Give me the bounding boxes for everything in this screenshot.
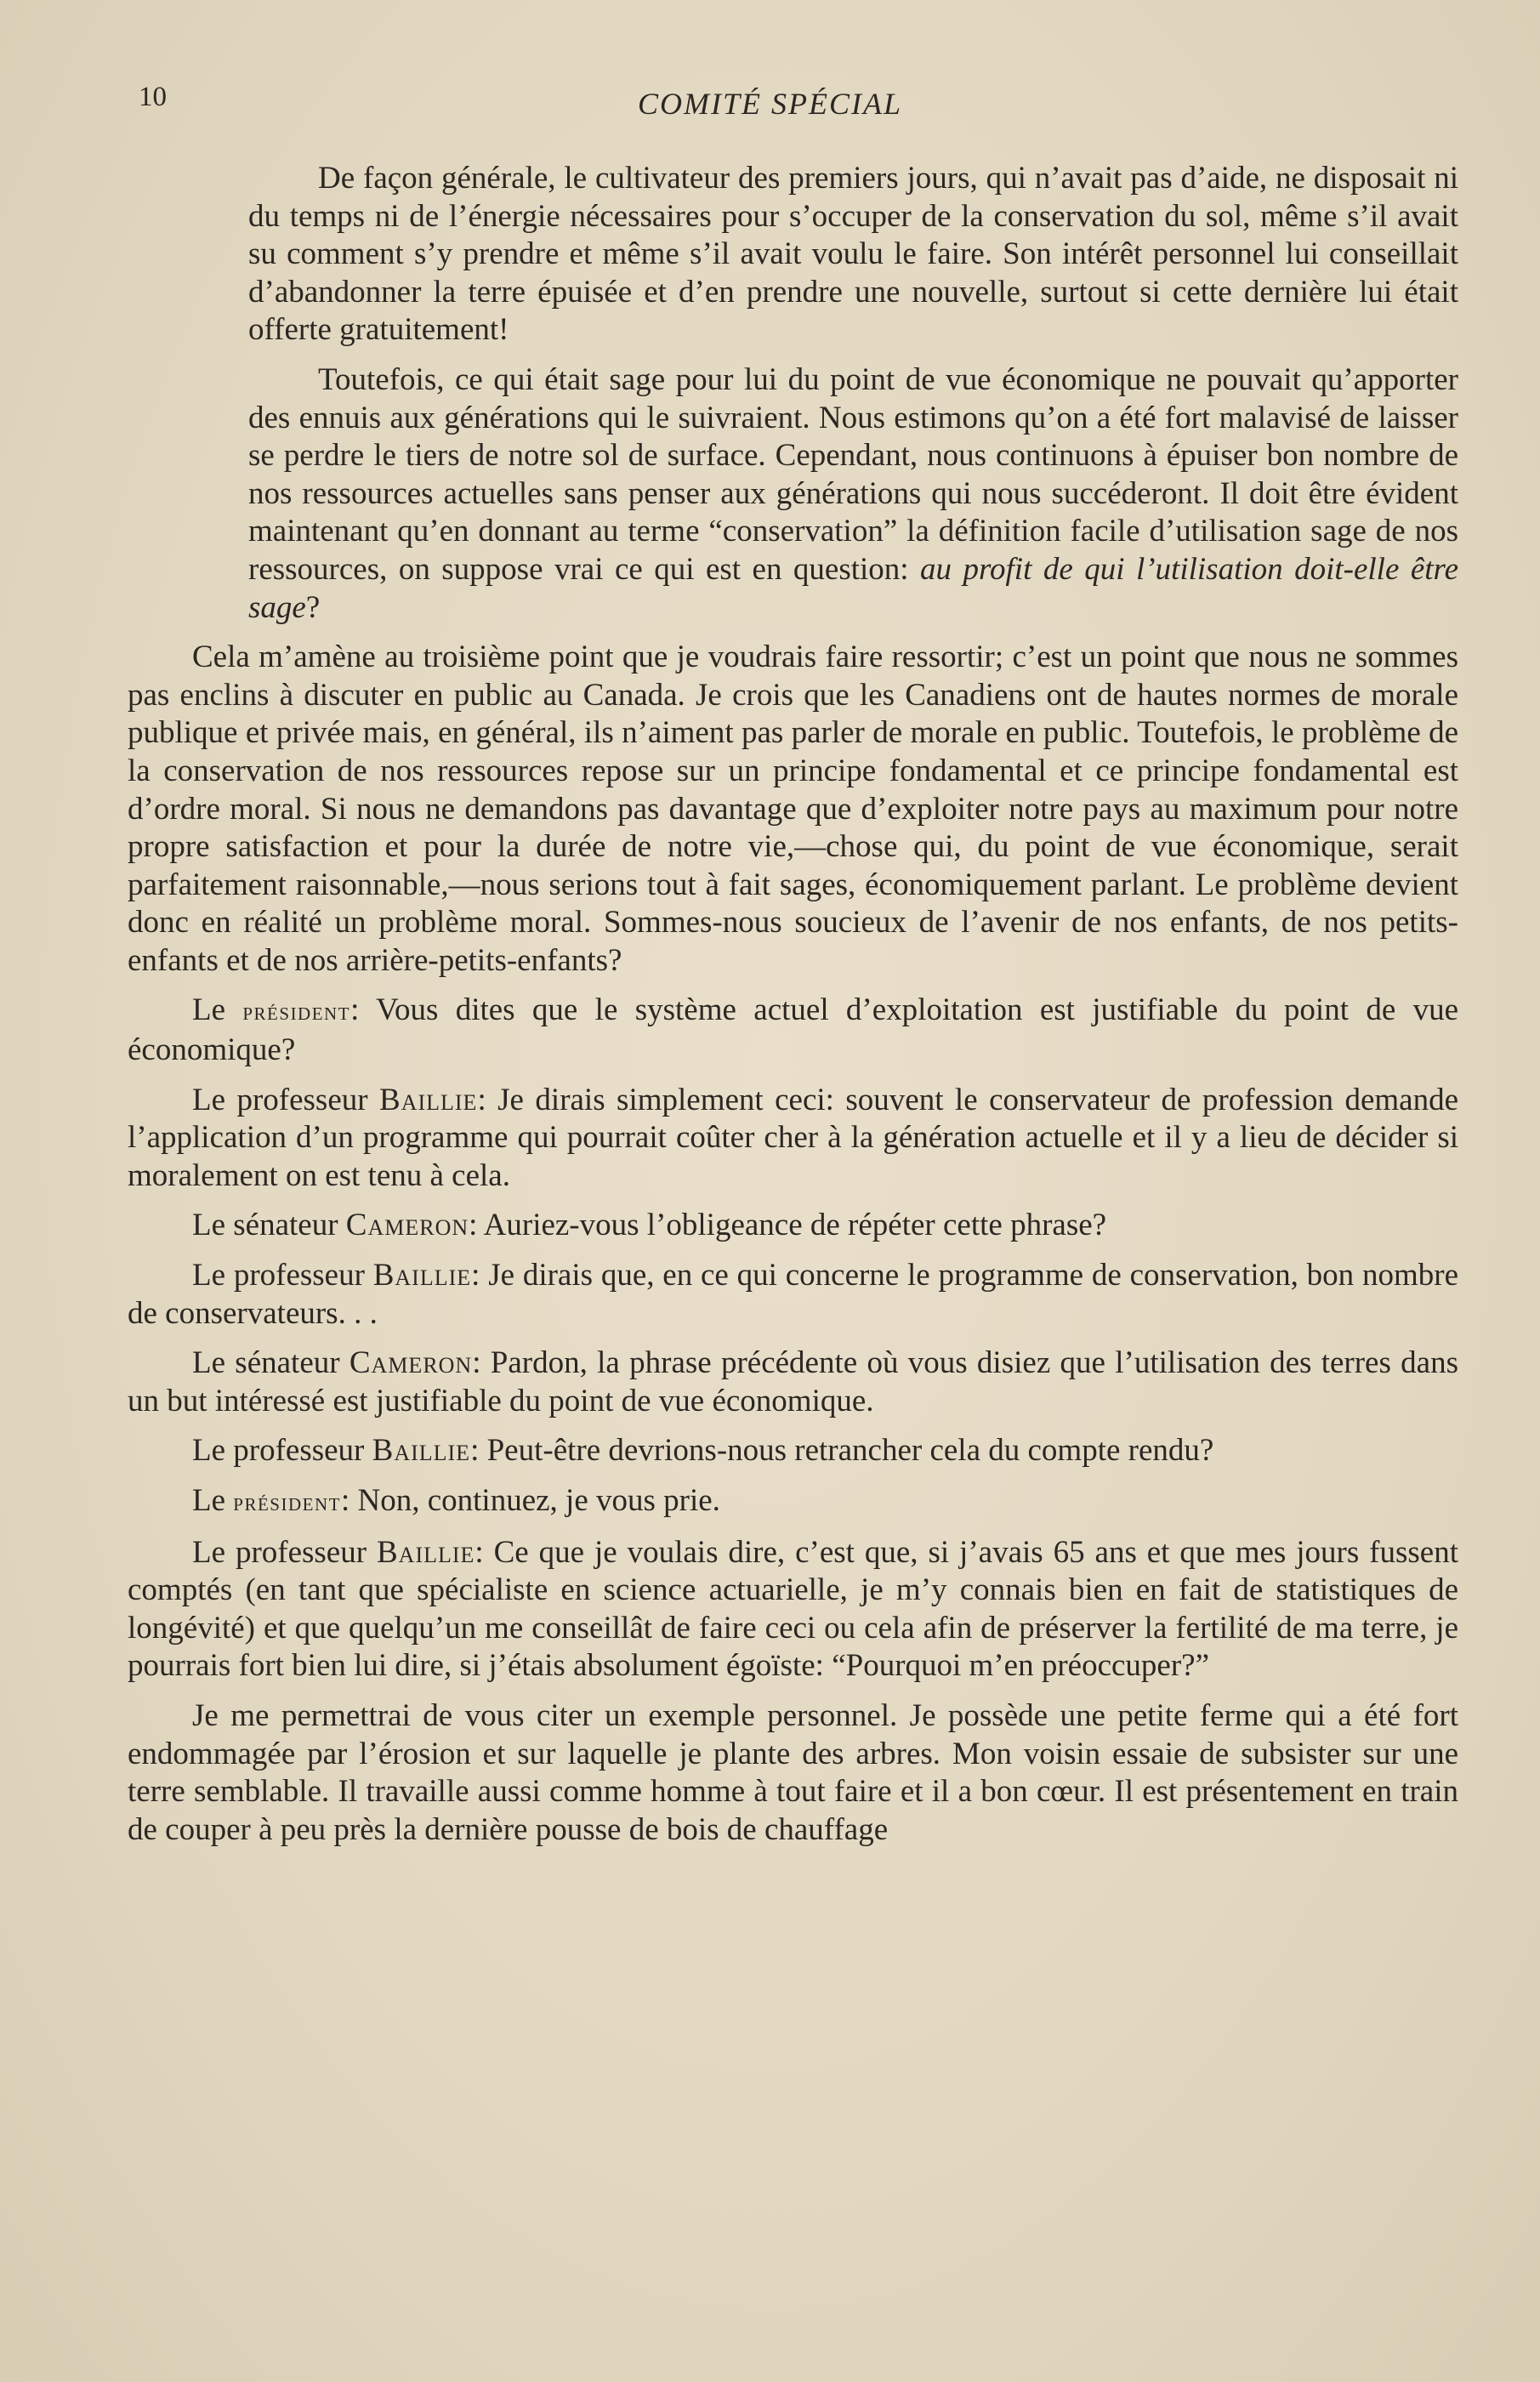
dialogue-entry	[128, 1207, 1458, 1245]
speaker-colon: :	[469, 1208, 478, 1243]
speaker-title: Le professeur	[192, 1433, 372, 1469]
page-number: 10	[139, 82, 167, 112]
dialogue-text: Pardon, la phrase précédente où vous disiez que l’utilisation des terres dans un but intéressé est justifiable du point de vue économique.	[128, 1345, 1458, 1418]
dialogue-text: Ce que je voulais dire, c’est que, si j’avais 65 ans et que mes jours fussent comptés (en tant que spécialiste en science actuarielle, je m’y connais bien en fait de statistiques de longévité) et que quelqu’un me conseillât de faire ceci ou cela afin de préserver la fertilité de ma terre, je pourrais fort bien lui dire, si j’étais absolument égoïste: “Pourquoi m’en préoccuper?”	[128, 1534, 1458, 1684]
quote-paragraph-2-italic: au profit de qui l’utilisation doit-elle être sage	[248, 551, 1458, 625]
speaker-colon: :	[471, 1258, 480, 1293]
dialogue-text: Non, continuez, je vous prie.	[349, 1483, 720, 1518]
speaker-name: président	[233, 1488, 341, 1516]
dialogue-entry	[128, 992, 1458, 1069]
quote-paragraph-1: De façon générale, le cultivateur des premiers jours, qui n’avait pas d’aide, ne disposait ni du temps ni de l’énergie nécessaires pour s’occuper de la conservation du sol, même s’il avait su comment s’y prendre et même s’il avait voulu le faire. Son intérêt personnel lui conseillait d’abandonner la terre épuisée et d’en prendre une nouvelle, surtout si cette dernière lui était offerte gratuitement!	[248, 161, 1458, 348]
running-head: COMITÉ SPÉCIAL	[638, 87, 902, 121]
speaker-title: Le sénateur	[192, 1345, 349, 1381]
quote-paragraph-2-text: Toutefois, ce qui était sage pour lui du point de vue économique ne pouvait qu’apporter des ennuis aux générations qui le suivraient. Nous estimons qu’on a été fort malavisé de laisser se perdre le tiers de notre sol de surface. Cependant, nous continuons à épuiser bon nombre de nos ressources actuelles sans penser aux générations qui nous succéderont. Il doit être évident maintenant qu’en donnant au terme “conservation” la définition facile d’utilisation sage de nos ressources, on suppose vrai ce qui est en question:	[248, 361, 1458, 587]
speaker-colon: :	[472, 1345, 481, 1381]
quote-paragraph-2-end: ?	[305, 589, 321, 625]
speaker-title: Le sénateur	[192, 1208, 346, 1243]
speaker-colon: :	[477, 1082, 486, 1117]
dialogue-text: Vous dites que le système actuel d’exploitation est justifiable du point de vue économique?	[128, 992, 1459, 1068]
dialogue-text: Auriez-vous l’obligeance de répéter cette phrase?	[477, 1208, 1107, 1243]
dialogue-entry	[128, 1482, 1458, 1522]
dialogue-entry	[128, 1344, 1458, 1420]
dialogue-entry	[128, 1534, 1458, 1686]
body-text	[128, 160, 1458, 1861]
dialogue-text: Je dirais simplement ceci: souvent le conservateur de profession demande l’application d’un programme qui pourrait coûter cher à la génération actuelle et il y a lieu de décider si moralement on est tenu à cela.	[128, 1082, 1458, 1193]
dialogue-entry	[128, 1432, 1458, 1470]
speaker-colon: :	[475, 1534, 484, 1570]
speaker-name: Baillie	[372, 1258, 472, 1293]
speaker-title: Le professeur	[192, 1534, 377, 1570]
speaker-colon: :	[340, 1483, 350, 1518]
speaker-name: Baillie	[372, 1433, 471, 1469]
speaker-colon: :	[350, 992, 360, 1028]
dialogue-text: Peut-être devrions-nous retrancher cela du compte rendu?	[479, 1433, 1214, 1469]
speaker-name: Baillie	[379, 1082, 478, 1117]
speaker-colon: :	[470, 1433, 480, 1469]
speaker-title: Le	[192, 1483, 234, 1518]
speaker-title: Le professeur	[192, 1082, 380, 1117]
speaker-name: Cameron	[349, 1345, 473, 1381]
speaker-title: Le professeur	[192, 1258, 373, 1293]
dialogue-entry	[128, 1257, 1458, 1333]
closing-paragraph: Je me permettrai de vous citer un exemple personnel. Je possède une petite ferme qui a été fort endommagée par l’érosion et sur laquelle je plante des arbres. Mon voisin essaie de subsister sur une terre semblable. Il travaille aussi comme homme à tout faire et il a bon cœur. Il est présentement en train de couper à peu près la dernière pousse de bois de chauffage	[128, 1697, 1458, 1847]
speaker-name: Cameron	[345, 1208, 469, 1243]
speaker-name: Baillie	[376, 1534, 475, 1570]
speaker-title: Le	[192, 992, 243, 1028]
speaker-name: président	[242, 998, 351, 1026]
dialogue-entry	[128, 1082, 1458, 1196]
quote-paragraph-2	[248, 361, 1458, 627]
dialogue-text: Je dirais que, en ce qui concerne le programme de conservation, bon nombre de conservateurs. . .	[128, 1258, 1458, 1331]
paragraph-3: Cela m’amène au troisième point que je voudrais faire ressortir; c’est un point que nous ne sommes pas enclins à discuter en public au Canada. Je crois que les Canadiens ont de hautes normes de morale publique et privée mais, en général, ils n’aiment pas parler de morale en public. Toutefois, le problème de la conservation de nos ressources repose sur un principe fondamental et ce principe fondamental est d’ordre moral. Si nous ne demandons pas davantage que d’exploiter notre pays au maximum pour notre propre satisfaction et pour la durée de notre vie,—chose qui, du point de vue économique, serait parfaitement raisonnable,—nous serions tout à fait sages, économiquement parlant. Le problème devient donc en réalité un problème moral. Sommes-nous soucieux de l’avenir de nos enfants, de nos petits-enfants et de nos arrière-petits-enfants?	[128, 640, 1458, 978]
